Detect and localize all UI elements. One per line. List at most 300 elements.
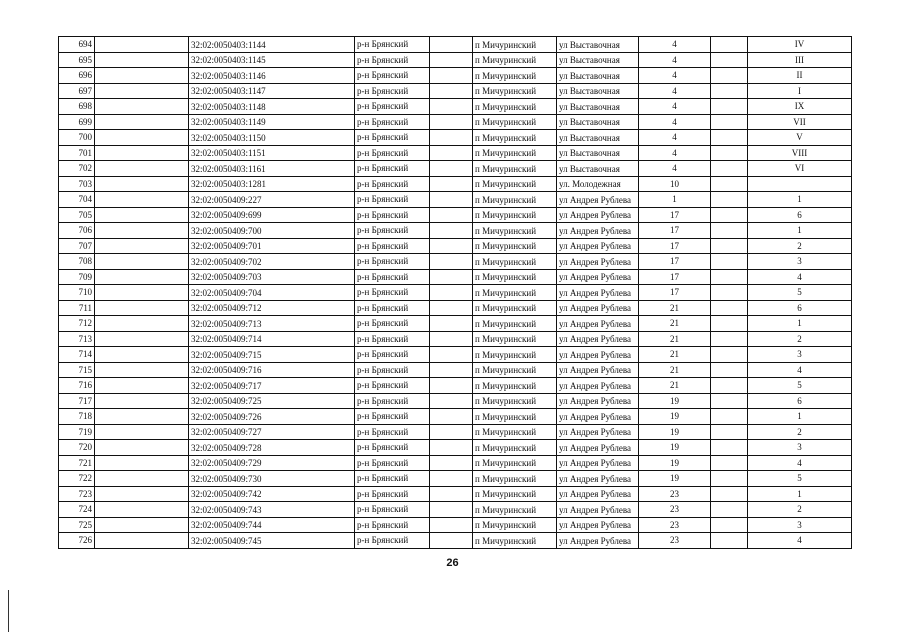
house-number-cell: 19 xyxy=(639,393,711,409)
house-number-cell: 4 xyxy=(639,52,711,68)
record-number-cell: 708 xyxy=(59,254,95,270)
empty-cell xyxy=(430,130,473,146)
settlement-cell: п Мичуринский xyxy=(473,285,557,301)
empty-cell xyxy=(95,99,189,115)
table-row xyxy=(59,223,852,239)
street-cell: ул Андрея Рублева xyxy=(557,254,639,270)
apartment-number-cell: VII xyxy=(748,114,852,130)
record-number-cell: 712 xyxy=(59,316,95,332)
district-cell: р-н Брянский xyxy=(355,176,430,192)
table-row xyxy=(59,347,852,363)
district-cell: р-н Брянский xyxy=(355,223,430,239)
district-cell: р-н Брянский xyxy=(355,424,430,440)
empty-cell xyxy=(95,486,189,502)
empty-cell xyxy=(95,207,189,223)
apartment-number-cell: 5 xyxy=(748,285,852,301)
house-number-cell: 17 xyxy=(639,254,711,270)
house-number-cell: 4 xyxy=(639,83,711,99)
empty-cell xyxy=(430,223,473,239)
empty-cell xyxy=(711,378,748,394)
empty-cell xyxy=(95,192,189,208)
table-row xyxy=(59,316,852,332)
cadastral-number-cell: 32:02:0050409:714 xyxy=(189,331,355,347)
table-row xyxy=(59,37,852,53)
table-row xyxy=(59,502,852,518)
apartment-number-cell: 3 xyxy=(748,517,852,533)
apartment-number-cell: 3 xyxy=(748,347,852,363)
empty-cell xyxy=(430,176,473,192)
table-row xyxy=(59,130,852,146)
empty-cell xyxy=(711,254,748,270)
record-number-cell: 720 xyxy=(59,440,95,456)
cadastral-number-cell: 32:02:0050409:742 xyxy=(189,486,355,502)
record-number-cell: 699 xyxy=(59,114,95,130)
table-row xyxy=(59,331,852,347)
district-cell: р-н Брянский xyxy=(355,331,430,347)
street-cell: ул Андрея Рублева xyxy=(557,486,639,502)
cadastral-number-cell: 32:02:0050409:729 xyxy=(189,455,355,471)
apartment-number-cell: 1 xyxy=(748,223,852,239)
empty-cell xyxy=(95,300,189,316)
apartment-number-cell: I xyxy=(748,83,852,99)
empty-cell xyxy=(711,161,748,177)
district-cell: р-н Брянский xyxy=(355,161,430,177)
cadastral-number-cell: 32:02:0050403:1161 xyxy=(189,161,355,177)
house-number-cell: 4 xyxy=(639,161,711,177)
settlement-cell: п Мичуринский xyxy=(473,486,557,502)
house-number-cell: 17 xyxy=(639,269,711,285)
record-number-cell: 722 xyxy=(59,471,95,487)
record-number-cell: 697 xyxy=(59,83,95,99)
settlement-cell: п Мичуринский xyxy=(473,455,557,471)
empty-cell xyxy=(711,347,748,363)
apartment-number-cell: 3 xyxy=(748,440,852,456)
house-number-cell: 19 xyxy=(639,424,711,440)
district-cell: р-н Брянский xyxy=(355,378,430,394)
table-row xyxy=(59,533,852,549)
empty-cell xyxy=(95,145,189,161)
empty-cell xyxy=(95,455,189,471)
empty-cell xyxy=(430,471,473,487)
record-number-cell: 716 xyxy=(59,378,95,394)
house-number-cell: 4 xyxy=(639,37,711,53)
empty-cell xyxy=(711,455,748,471)
empty-cell xyxy=(95,316,189,332)
apartment-number-cell: 4 xyxy=(748,455,852,471)
district-cell: р-н Брянский xyxy=(355,192,430,208)
empty-cell xyxy=(430,362,473,378)
cadastral-number-cell: 32:02:0050403:1145 xyxy=(189,52,355,68)
empty-cell xyxy=(95,254,189,270)
record-number-cell: 704 xyxy=(59,192,95,208)
settlement-cell: п Мичуринский xyxy=(473,331,557,347)
settlement-cell: п Мичуринский xyxy=(473,471,557,487)
empty-cell xyxy=(95,68,189,84)
house-number-cell: 4 xyxy=(639,130,711,146)
district-cell: р-н Брянский xyxy=(355,517,430,533)
table-row xyxy=(59,517,852,533)
house-number-cell: 10 xyxy=(639,176,711,192)
table-row xyxy=(59,269,852,285)
settlement-cell: п Мичуринский xyxy=(473,207,557,223)
table-row xyxy=(59,393,852,409)
registry-body xyxy=(59,37,852,549)
cadastral-number-cell: 32:02:0050409:717 xyxy=(189,378,355,394)
district-cell: р-н Брянский xyxy=(355,502,430,518)
empty-cell xyxy=(95,347,189,363)
street-cell: ул Андрея Рублева xyxy=(557,192,639,208)
record-number-cell: 711 xyxy=(59,300,95,316)
settlement-cell: п Мичуринский xyxy=(473,99,557,115)
house-number-cell: 19 xyxy=(639,471,711,487)
empty-cell xyxy=(430,502,473,518)
table-row xyxy=(59,409,852,425)
empty-cell xyxy=(95,424,189,440)
house-number-cell: 1 xyxy=(639,192,711,208)
cadastral-number-cell: 32:02:0050403:1148 xyxy=(189,99,355,115)
settlement-cell: п Мичуринский xyxy=(473,300,557,316)
cadastral-number-cell: 32:02:0050409:702 xyxy=(189,254,355,270)
empty-cell xyxy=(95,176,189,192)
cadastral-number-cell: 32:02:0050409:726 xyxy=(189,409,355,425)
table-row xyxy=(59,68,852,84)
settlement-cell: п Мичуринский xyxy=(473,83,557,99)
district-cell: р-н Брянский xyxy=(355,207,430,223)
empty-cell xyxy=(430,331,473,347)
house-number-cell: 4 xyxy=(639,99,711,115)
settlement-cell: п Мичуринский xyxy=(473,269,557,285)
settlement-cell: п Мичуринский xyxy=(473,347,557,363)
empty-cell xyxy=(711,114,748,130)
street-cell: ул Андрея Рублева xyxy=(557,440,639,456)
settlement-cell: п Мичуринский xyxy=(473,378,557,394)
house-number-cell: 19 xyxy=(639,455,711,471)
apartment-number-cell: 6 xyxy=(748,207,852,223)
record-number-cell: 705 xyxy=(59,207,95,223)
empty-cell xyxy=(95,378,189,394)
cadastral-number-cell: 32:02:0050409:745 xyxy=(189,533,355,549)
cadastral-number-cell: 32:02:0050409:716 xyxy=(189,362,355,378)
empty-cell xyxy=(711,300,748,316)
cadastral-number-cell: 32:02:0050403:1146 xyxy=(189,68,355,84)
cadastral-number-cell: 32:02:0050403:1144 xyxy=(189,37,355,53)
empty-cell xyxy=(430,83,473,99)
cadastral-number-cell: 32:02:0050409:703 xyxy=(189,269,355,285)
street-cell: ул Андрея Рублева xyxy=(557,347,639,363)
settlement-cell: п Мичуринский xyxy=(473,176,557,192)
table-row xyxy=(59,52,852,68)
empty-cell xyxy=(430,455,473,471)
district-cell: р-н Брянский xyxy=(355,455,430,471)
table-row xyxy=(59,362,852,378)
empty-cell xyxy=(95,161,189,177)
settlement-cell: п Мичуринский xyxy=(473,37,557,53)
street-cell: ул Андрея Рублева xyxy=(557,300,639,316)
empty-cell xyxy=(95,52,189,68)
table-row xyxy=(59,424,852,440)
cadastral-number-cell: 32:02:0050409:704 xyxy=(189,285,355,301)
house-number-cell: 21 xyxy=(639,316,711,332)
district-cell: р-н Брянский xyxy=(355,37,430,53)
district-cell: р-н Брянский xyxy=(355,52,430,68)
empty-cell xyxy=(430,486,473,502)
cadastral-number-cell: 32:02:0050409:743 xyxy=(189,502,355,518)
apartment-number-cell: 2 xyxy=(748,238,852,254)
record-number-cell: 698 xyxy=(59,99,95,115)
cadastral-number-cell: 32:02:0050409:728 xyxy=(189,440,355,456)
cadastral-number-cell: 32:02:0050409:699 xyxy=(189,207,355,223)
empty-cell xyxy=(711,192,748,208)
cadastral-number-cell: 32:02:0050409:701 xyxy=(189,238,355,254)
empty-cell xyxy=(430,285,473,301)
settlement-cell: п Мичуринский xyxy=(473,440,557,456)
street-cell: ул Выставочная xyxy=(557,99,639,115)
district-cell: р-н Брянский xyxy=(355,362,430,378)
empty-cell xyxy=(711,393,748,409)
apartment-number-cell: 4 xyxy=(748,269,852,285)
record-number-cell: 701 xyxy=(59,145,95,161)
street-cell: ул Андрея Рублева xyxy=(557,285,639,301)
record-number-cell: 703 xyxy=(59,176,95,192)
empty-cell xyxy=(711,37,748,53)
district-cell: р-н Брянский xyxy=(355,114,430,130)
table-row xyxy=(59,238,852,254)
empty-cell xyxy=(430,68,473,84)
street-cell: ул Андрея Рублева xyxy=(557,316,639,332)
record-number-cell: 695 xyxy=(59,52,95,68)
cadastral-number-cell: 32:02:0050409:712 xyxy=(189,300,355,316)
table-row xyxy=(59,378,852,394)
empty-cell xyxy=(711,130,748,146)
settlement-cell: п Мичуринский xyxy=(473,316,557,332)
street-cell: ул Андрея Рублева xyxy=(557,393,639,409)
empty-cell xyxy=(430,52,473,68)
house-number-cell: 23 xyxy=(639,486,711,502)
empty-cell xyxy=(430,316,473,332)
street-cell: ул Выставочная xyxy=(557,52,639,68)
empty-cell xyxy=(711,207,748,223)
apartment-number-cell: IV xyxy=(748,37,852,53)
cadastral-number-cell: 32:02:0050409:700 xyxy=(189,223,355,239)
street-cell: ул Выставочная xyxy=(557,83,639,99)
street-cell: ул Выставочная xyxy=(557,68,639,84)
empty-cell xyxy=(711,52,748,68)
empty-cell xyxy=(430,440,473,456)
apartment-number-cell: 1 xyxy=(748,316,852,332)
empty-cell xyxy=(95,130,189,146)
empty-cell xyxy=(711,440,748,456)
apartment-number-cell: V xyxy=(748,130,852,146)
settlement-cell: п Мичуринский xyxy=(473,114,557,130)
empty-cell xyxy=(711,316,748,332)
house-number-cell: 19 xyxy=(639,440,711,456)
empty-cell xyxy=(430,114,473,130)
house-number-cell: 4 xyxy=(639,68,711,84)
record-number-cell: 700 xyxy=(59,130,95,146)
house-number-cell: 17 xyxy=(639,207,711,223)
empty-cell xyxy=(95,37,189,53)
empty-cell xyxy=(711,331,748,347)
empty-cell xyxy=(430,269,473,285)
settlement-cell: п Мичуринский xyxy=(473,192,557,208)
apartment-number-cell xyxy=(748,176,852,192)
house-number-cell: 21 xyxy=(639,347,711,363)
record-number-cell: 714 xyxy=(59,347,95,363)
district-cell: р-н Брянский xyxy=(355,533,430,549)
record-number-cell: 706 xyxy=(59,223,95,239)
cadastral-number-cell: 32:02:0050403:1149 xyxy=(189,114,355,130)
settlement-cell: п Мичуринский xyxy=(473,238,557,254)
empty-cell xyxy=(95,269,189,285)
table-row xyxy=(59,486,852,502)
table-row xyxy=(59,114,852,130)
empty-cell xyxy=(430,409,473,425)
apartment-number-cell: 4 xyxy=(748,362,852,378)
empty-cell xyxy=(711,486,748,502)
cadastral-number-cell: 32:02:0050409:744 xyxy=(189,517,355,533)
record-number-cell: 715 xyxy=(59,362,95,378)
empty-cell xyxy=(95,331,189,347)
empty-cell xyxy=(430,424,473,440)
apartment-number-cell: VIII xyxy=(748,145,852,161)
house-number-cell: 23 xyxy=(639,533,711,549)
apartment-number-cell: II xyxy=(748,68,852,84)
cadastral-number-cell: 32:02:0050409:727 xyxy=(189,424,355,440)
settlement-cell: п Мичуринский xyxy=(473,254,557,270)
empty-cell xyxy=(95,409,189,425)
street-cell: ул Андрея Рублева xyxy=(557,331,639,347)
street-cell: ул. Молодежная xyxy=(557,176,639,192)
apartment-number-cell: 6 xyxy=(748,300,852,316)
empty-cell xyxy=(711,223,748,239)
table-row xyxy=(59,176,852,192)
table-row xyxy=(59,207,852,223)
house-number-cell: 17 xyxy=(639,223,711,239)
district-cell: р-н Брянский xyxy=(355,471,430,487)
apartment-number-cell: 2 xyxy=(748,331,852,347)
street-cell: ул Андрея Рублева xyxy=(557,362,639,378)
empty-cell xyxy=(711,238,748,254)
house-number-cell: 17 xyxy=(639,238,711,254)
district-cell: р-н Брянский xyxy=(355,316,430,332)
empty-cell xyxy=(711,471,748,487)
cadastral-number-cell: 32:02:0050409:725 xyxy=(189,393,355,409)
settlement-cell: п Мичуринский xyxy=(473,223,557,239)
district-cell: р-н Брянский xyxy=(355,347,430,363)
record-number-cell: 721 xyxy=(59,455,95,471)
table-row xyxy=(59,440,852,456)
house-number-cell: 4 xyxy=(639,114,711,130)
empty-cell xyxy=(430,145,473,161)
empty-cell xyxy=(95,393,189,409)
table-row xyxy=(59,455,852,471)
empty-cell xyxy=(430,300,473,316)
record-number-cell: 718 xyxy=(59,409,95,425)
apartment-number-cell: 3 xyxy=(748,254,852,270)
cadastral-number-cell: 32:02:0050409:730 xyxy=(189,471,355,487)
street-cell: ул Андрея Рублева xyxy=(557,502,639,518)
table-row xyxy=(59,192,852,208)
apartment-number-cell: IX xyxy=(748,99,852,115)
empty-cell xyxy=(430,192,473,208)
record-number-cell: 709 xyxy=(59,269,95,285)
table-row xyxy=(59,285,852,301)
settlement-cell: п Мичуринский xyxy=(473,502,557,518)
district-cell: р-н Брянский xyxy=(355,300,430,316)
street-cell: ул Андрея Рублева xyxy=(557,471,639,487)
district-cell: р-н Брянский xyxy=(355,68,430,84)
street-cell: ул Андрея Рублева xyxy=(557,424,639,440)
settlement-cell: п Мичуринский xyxy=(473,533,557,549)
empty-cell xyxy=(711,533,748,549)
empty-cell xyxy=(711,83,748,99)
house-number-cell: 17 xyxy=(639,285,711,301)
apartment-number-cell: 1 xyxy=(748,192,852,208)
empty-cell xyxy=(711,68,748,84)
apartment-number-cell: 4 xyxy=(748,533,852,549)
apartment-number-cell: 6 xyxy=(748,393,852,409)
table-row xyxy=(59,254,852,270)
record-number-cell: 707 xyxy=(59,238,95,254)
empty-cell xyxy=(95,440,189,456)
page-edge-line xyxy=(8,590,9,632)
district-cell: р-н Брянский xyxy=(355,486,430,502)
record-number-cell: 725 xyxy=(59,517,95,533)
district-cell: р-н Брянский xyxy=(355,269,430,285)
table-row xyxy=(59,471,852,487)
apartment-number-cell: 5 xyxy=(748,471,852,487)
settlement-cell: п Мичуринский xyxy=(473,161,557,177)
empty-cell xyxy=(430,99,473,115)
house-number-cell: 23 xyxy=(639,502,711,518)
empty-cell xyxy=(95,471,189,487)
table-row xyxy=(59,145,852,161)
record-number-cell: 702 xyxy=(59,161,95,177)
empty-cell xyxy=(430,517,473,533)
empty-cell xyxy=(711,269,748,285)
cadastral-number-cell: 32:02:0050409:713 xyxy=(189,316,355,332)
empty-cell xyxy=(95,285,189,301)
empty-cell xyxy=(95,517,189,533)
house-number-cell: 21 xyxy=(639,331,711,347)
table-row xyxy=(59,161,852,177)
empty-cell xyxy=(430,238,473,254)
settlement-cell: п Мичуринский xyxy=(473,517,557,533)
empty-cell xyxy=(430,347,473,363)
street-cell: ул Выставочная xyxy=(557,145,639,161)
record-number-cell: 696 xyxy=(59,68,95,84)
empty-cell xyxy=(711,517,748,533)
empty-cell xyxy=(430,37,473,53)
record-number-cell: 726 xyxy=(59,533,95,549)
settlement-cell: п Мичуринский xyxy=(473,362,557,378)
district-cell: р-н Брянский xyxy=(355,99,430,115)
street-cell: ул Выставочная xyxy=(557,161,639,177)
settlement-cell: п Мичуринский xyxy=(473,130,557,146)
street-cell: ул Выставочная xyxy=(557,114,639,130)
house-number-cell: 21 xyxy=(639,362,711,378)
cadastral-number-cell: 32:02:0050403:1151 xyxy=(189,145,355,161)
district-cell: р-н Брянский xyxy=(355,130,430,146)
district-cell: р-н Брянский xyxy=(355,238,430,254)
apartment-number-cell: 2 xyxy=(748,424,852,440)
record-number-cell: 694 xyxy=(59,37,95,53)
empty-cell xyxy=(430,254,473,270)
cadastral-number-cell: 32:02:0050409:715 xyxy=(189,347,355,363)
street-cell: ул Андрея Рублева xyxy=(557,207,639,223)
district-cell: р-н Брянский xyxy=(355,145,430,161)
apartment-number-cell: III xyxy=(748,52,852,68)
